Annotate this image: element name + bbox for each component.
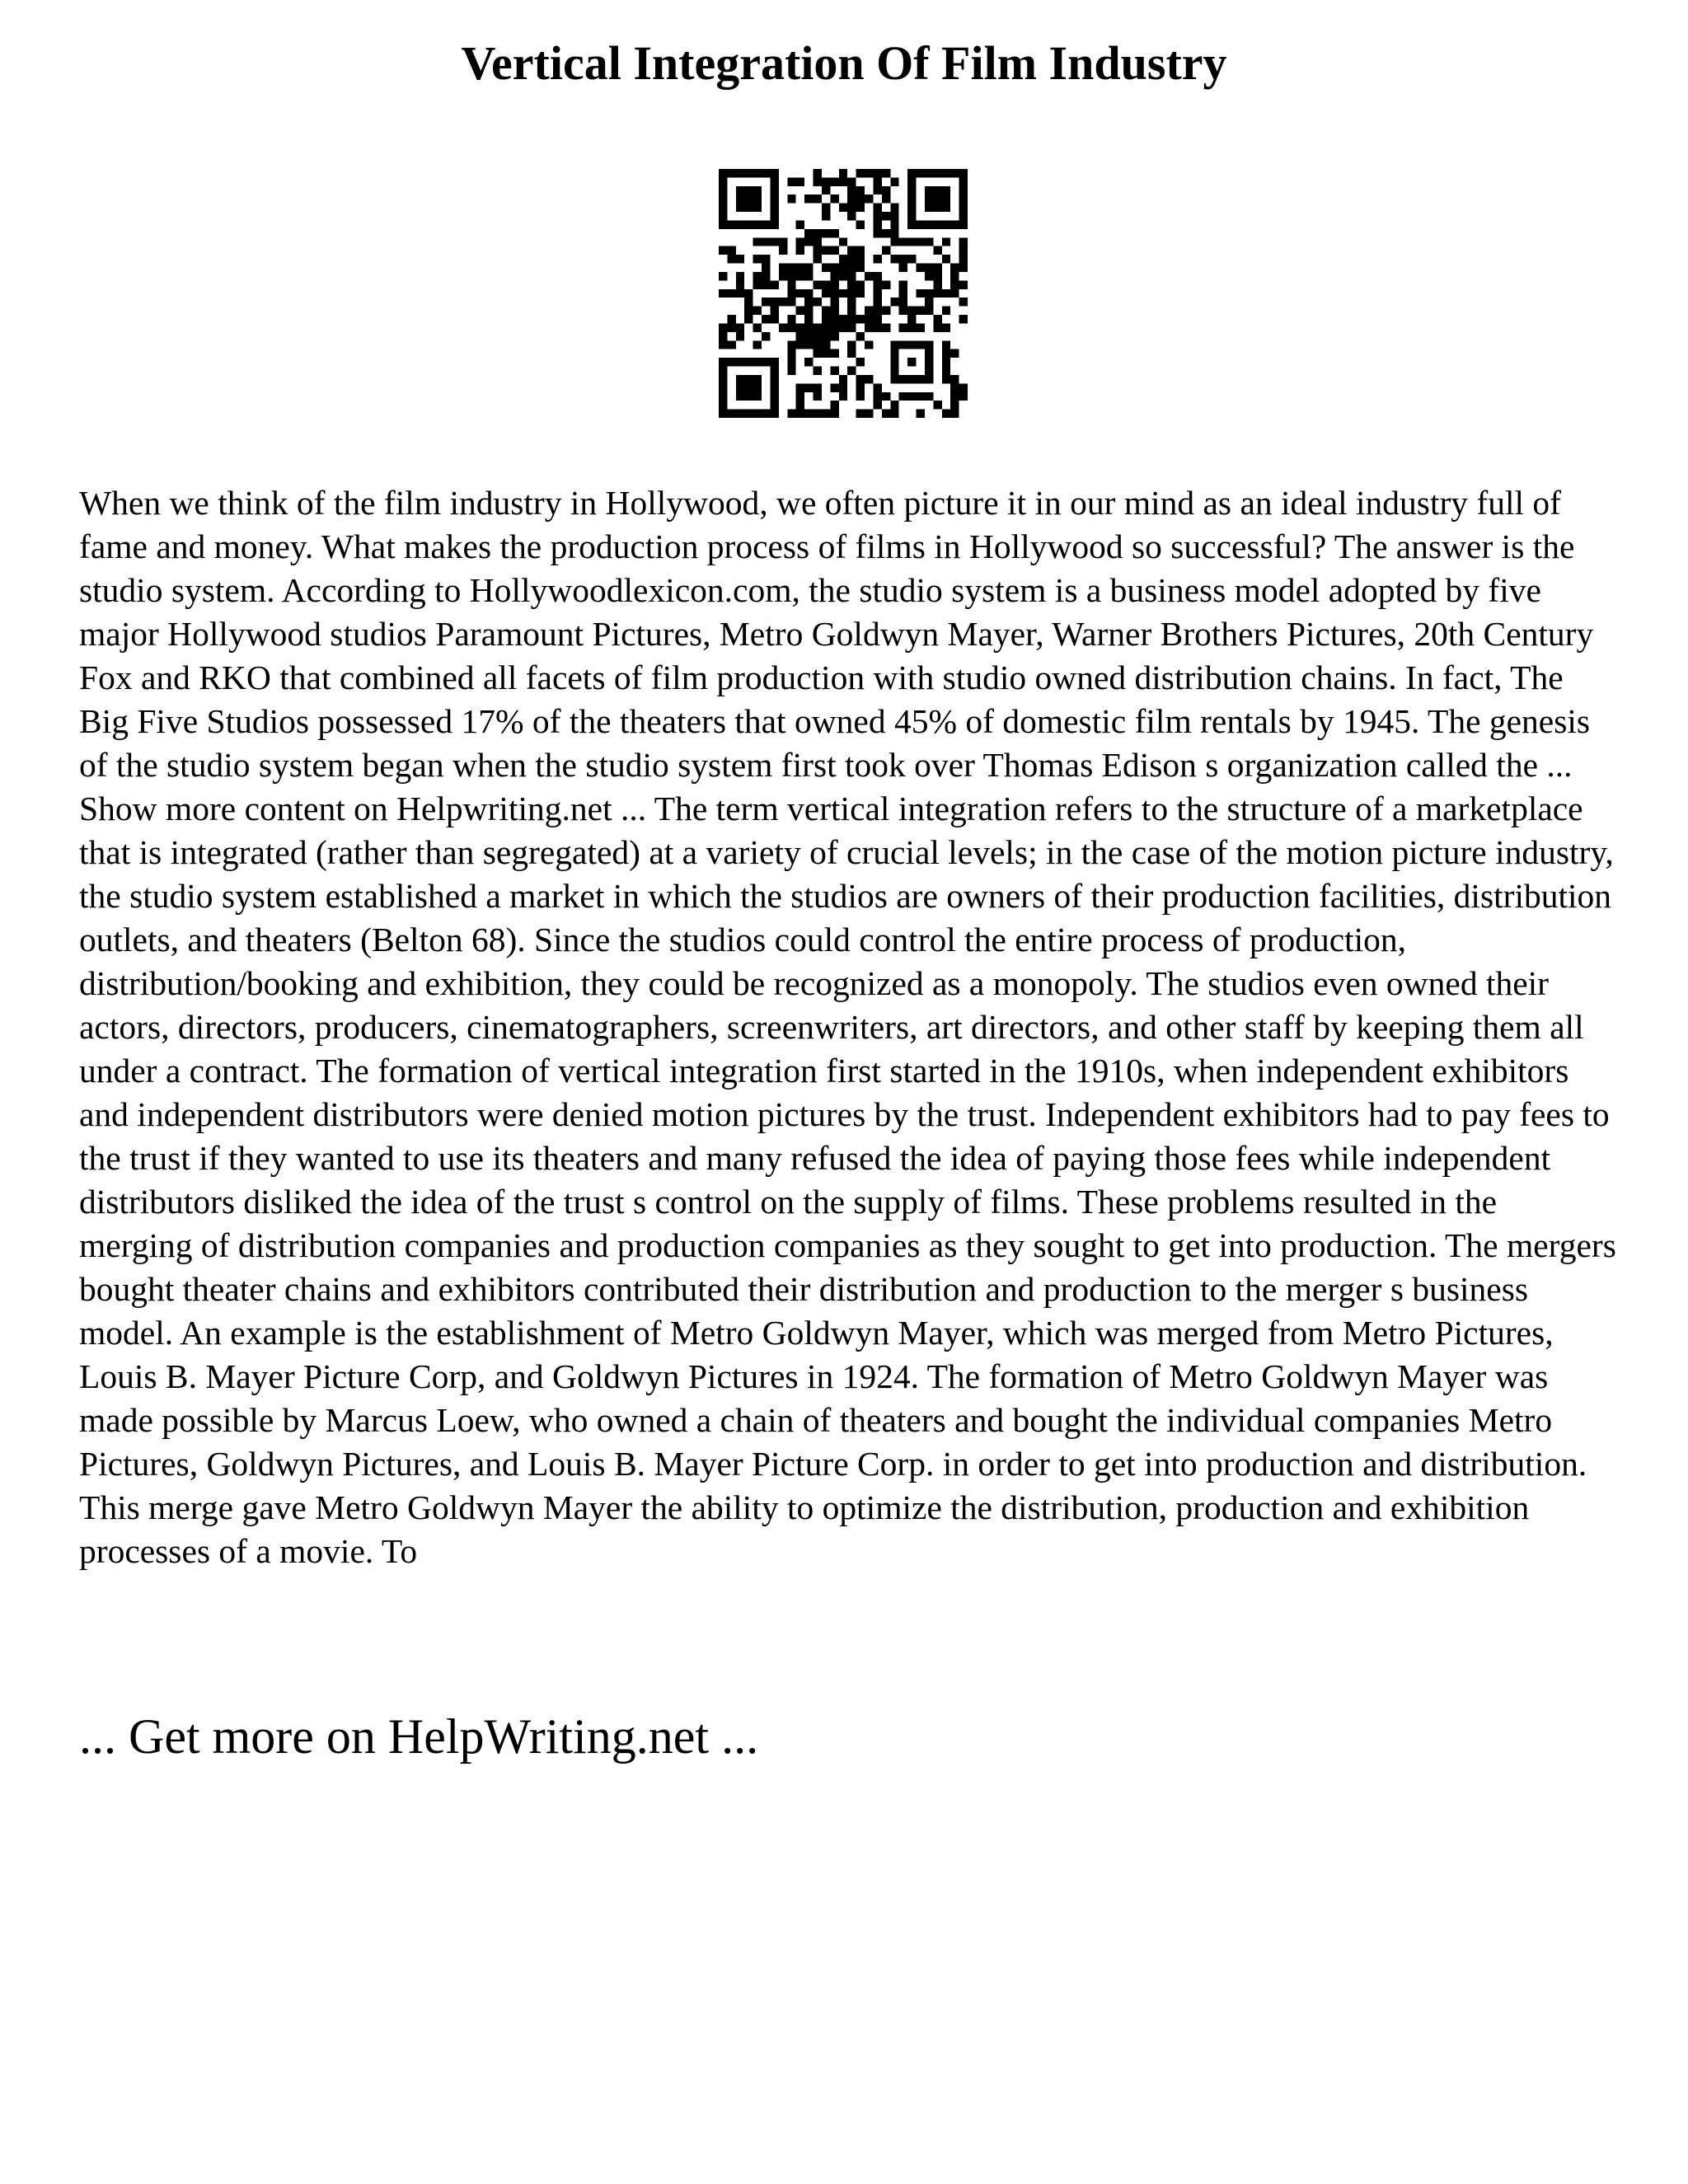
qr-code-icon (719, 169, 968, 418)
page-title: Vertical Integration Of Film Industry (461, 36, 1227, 90)
get-more-link[interactable]: ... Get more on HelpWriting.net ... (79, 1709, 759, 1764)
body-paragraph: When we think of the film industry in Hollywood, we often picture it in our mind as an ideal industry full of fame and money. What makes the production process of films in Hollywood so successful? The answer is the studio system. According to Hollywoodlexicon.com, the studio system is a business model adopted by five major Hollywood studios Paramount Pictures, Metro Goldwyn Mayer, Warner Brothers Pictures, 20th Century Fox and RKO that combined all facets of film production with studio owned distribution chains. In fact, The Big Five Studios possessed 17% of the theaters that owned 45% of domestic film rentals by 1945. The genesis of the studio system began when the studio system first took over Thomas Edison s organization called the ... Show more content on Helpwriting.net ... The term vertical integration refers to the structure of a marketplace that is integrated (rather than segregated) at a variety of crucial levels; in the case of the motion picture industry, the studio system established a market in which the studios are owners of their production facilities, distribution outlets, and theaters (Belton 68). Since the studios could control the entire process of production, distribution/booking and exhibition, they could be recognized as a monopoly. The studios even owned their actors, directors, producers, cinematographers, screenwriters, art directors, and other staff by keeping them all under a contract. The formation of vertical integration first started in the 1910s, when independent exhibitors and independent distributors were denied motion pictures by the trust. Independent exhibitors had to pay fees to the trust if they wanted to use its theaters and many refused the idea of paying those fees while independent distributors disliked the idea of the trust s control on the supply of films. These problems resulted in the merging of distribution companies and production companies as they sought to get into production. The mergers bought theater chains and exhibitors contributed their distribution and production to the merger s business model. An example is the establishment of Metro Goldwyn Mayer, which was merged from Metro Pictures, Louis B. Mayer Picture Corp, and Goldwyn Pictures in 1924. The formation of Metro Goldwyn Mayer was made possible by Marcus Loew, who owned a chain of theaters and bought the individual companies Metro Pictures, Goldwyn Pictures, and Louis B. Mayer Picture Corp. in order to get into production and distribution. This merge gave Metro Goldwyn Mayer the ability to optimize the distribution, production and exhibition processes of a movie. To (79, 484, 1616, 1570)
